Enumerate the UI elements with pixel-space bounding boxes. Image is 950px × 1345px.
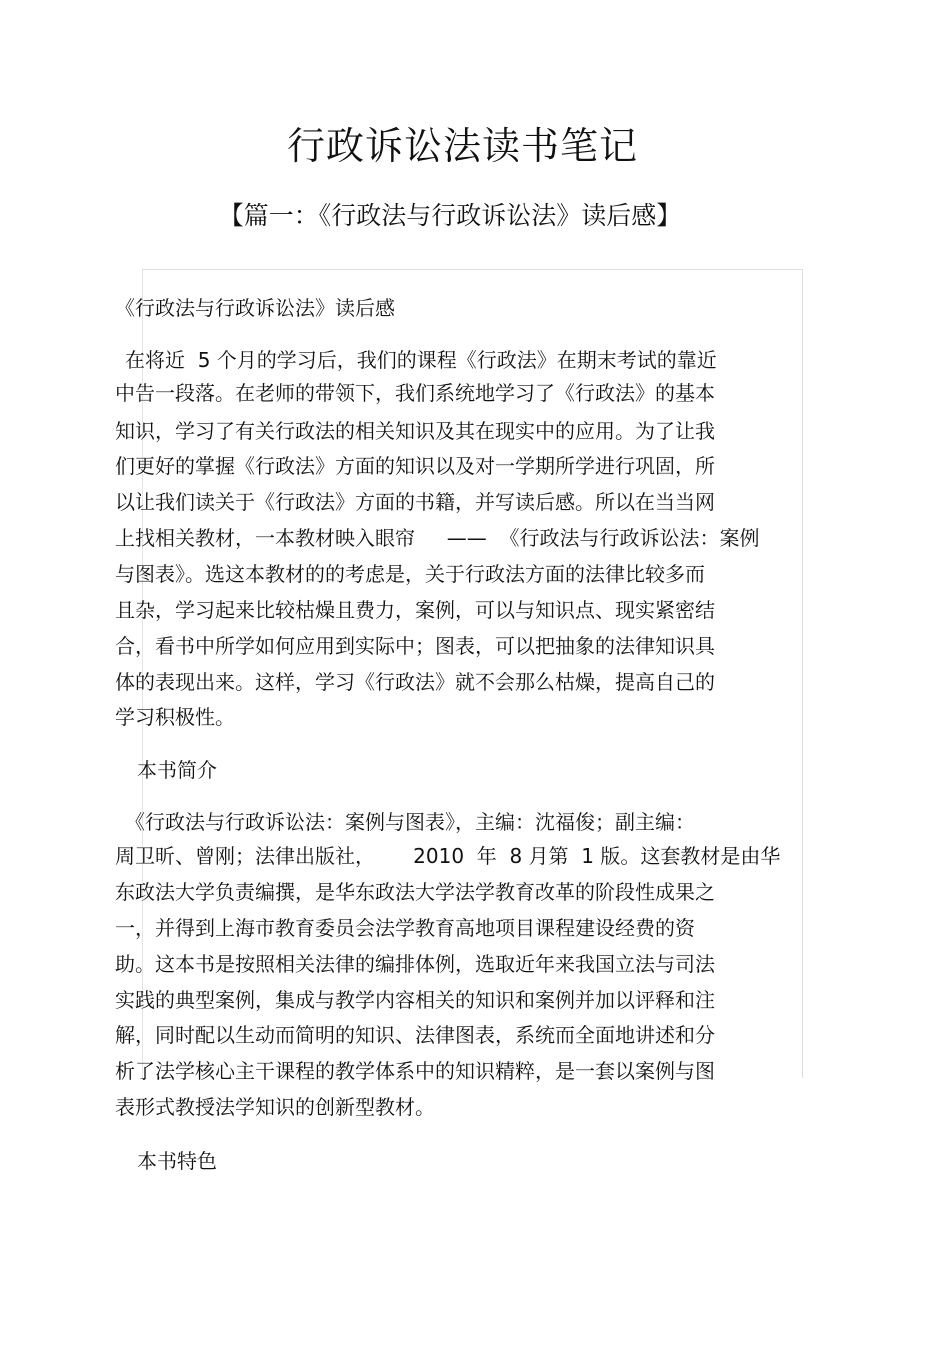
- paragraph-1-line: 们更好的掌握《行政法》方面的知识以及对一学期所学进行巩固，所: [115, 454, 715, 478]
- paragraph-1-line: 以让我们读关于《行政法》方面的书籍，并写读后感。所以在当当网: [115, 490, 715, 514]
- paragraph-1-line: 学习积极性。: [115, 705, 235, 729]
- paragraph-1-line: 合，看书中所学如何应用到实际中；图表，可以把抽象的法律知识具: [115, 634, 715, 658]
- paragraph-1-line: 上找相关教材，一本教材映入眼帘 —— 《行政法与行政诉讼法：案例: [115, 526, 760, 550]
- paragraph-2-line: 周卫昕、曾刚；法律出版社， 2010 年 8 月第 1 版。这套教材是由华: [115, 844, 781, 868]
- paragraph-1-line: 体的表现出来。这样，学习《行政法》就不会那么枯燥，提高自己的: [115, 670, 715, 694]
- paragraph-2-line: 一，并得到上海市教育委员会法学教育高地项目课程建设经费的资: [115, 916, 695, 940]
- document-title: 行政诉讼法读书笔记: [286, 124, 638, 168]
- paragraph-2-line: 析了法学核心主干课程的教学体系中的知识精粹，是一套以案例与图: [115, 1059, 715, 1083]
- paragraph-2-line: 表形式教授法学知识的创新型教材。: [115, 1095, 435, 1119]
- paragraph-2-line: 东政法大学负责编撰，是华东政法大学法学教育改革的阶段性成果之: [115, 880, 715, 904]
- paragraph-2-line: 《行政法与行政诉讼法：案例与图表》，主编：沈福俊；副主编：: [125, 810, 695, 834]
- paragraph-2-line: 解，同时配以生动而简明的知识、法律图表，系统而全面地讲述和分: [115, 1023, 715, 1047]
- paragraph-1-line: 知识，学习了有关行政法的相关知识及其在现实中的应用。为了让我: [115, 419, 715, 443]
- essay-title: 《行政法与行政诉讼法》读后感: [115, 296, 395, 320]
- section-heading-intro: 本书简介: [137, 758, 217, 782]
- document-subtitle: 【篇一：《行政法与行政诉讼法》读后感】: [218, 201, 682, 230]
- paragraph-2-line: 助。这本书是按照相关法律的编排体例，选取近年来我国立法与司法: [115, 952, 715, 976]
- paragraph-1-line: 在将近 5 个月的学习后，我们的课程《行政法》在期末考试的靠近: [125, 348, 717, 372]
- paragraph-2-line: 实践的典型案例，集成与教学内容相关的知识和案例并加以评释和注: [115, 988, 715, 1012]
- section-heading-features: 本书特色: [137, 1149, 217, 1173]
- paragraph-1-line: 且杂，学习起来比较枯燥且费力，案例，可以与知识点、现实紧密结: [115, 598, 715, 622]
- paragraph-1-line: 与图表》。选这本教材的的考虑是，关于行政法方面的法律比较多而: [115, 562, 705, 586]
- paragraph-1-line: 中告一段落。在老师的带领下，我们系统地学习了《行政法》的基本: [115, 381, 715, 405]
